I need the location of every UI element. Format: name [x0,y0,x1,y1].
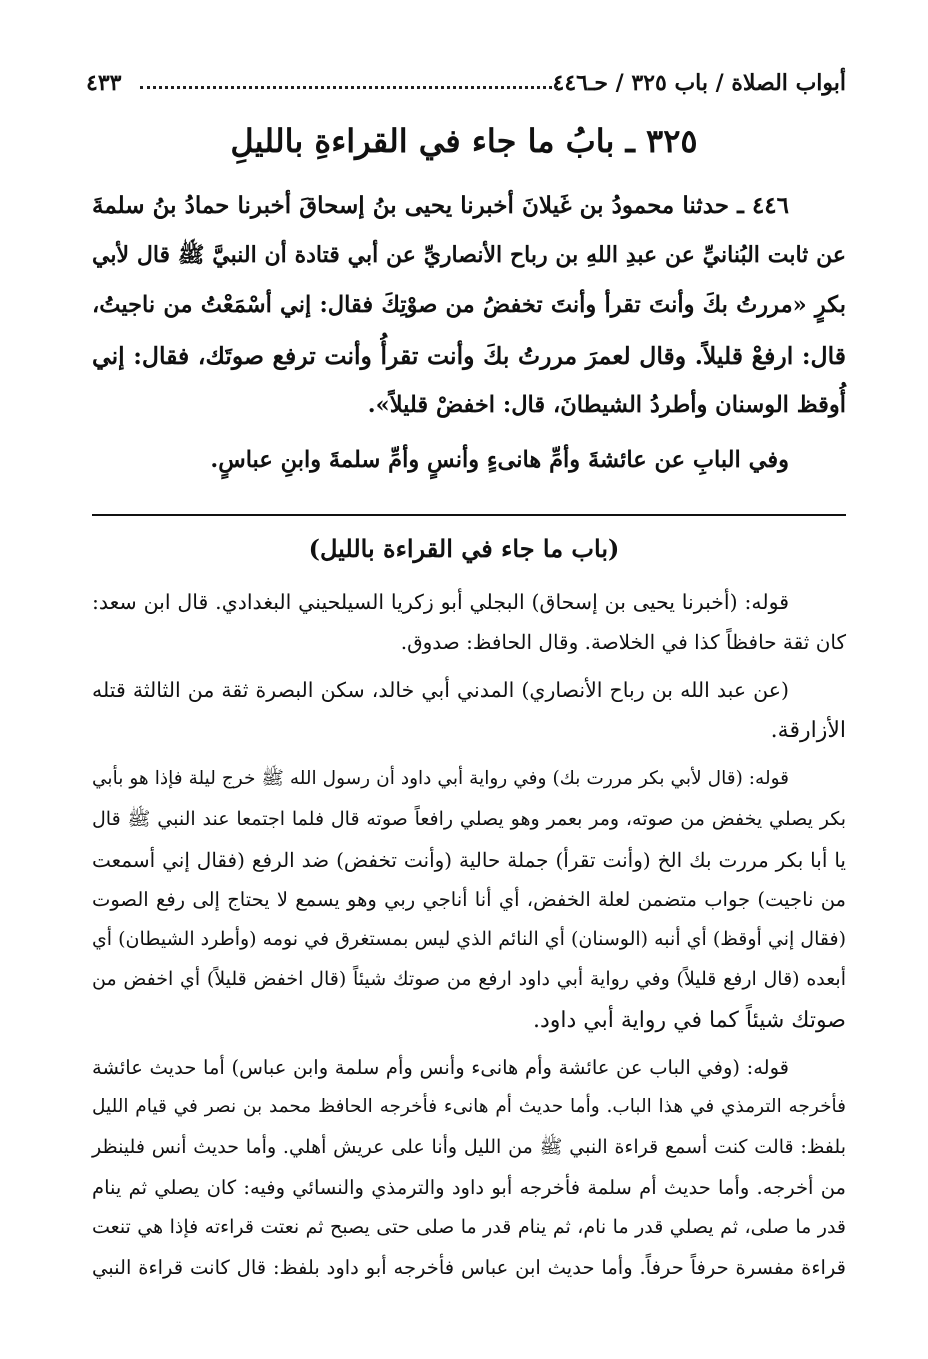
commentary-line: قدر ما صلى، ثم يصلي قدر ما نام، ثم ينام قدر ما صلى حتى يصبح ثم نعتت قراءته فإذا هي تنعت [92,1216,846,1238]
commentary-line: أبعده (قال ارفع قليلاً) وفي رواية أبي داود ارفع من صوتك شيئاً (قال اخفض قليلاً) أي اخفض من [92,968,846,990]
chapter-title: ٣٢٥ ـ بابُ ما جاء في القراءةِ بالليلِ [230,122,698,160]
commentary-line: بلفظ: قالت كنت أسمع قراءة النبي ﷺ من الليل وأنا على عريش أهلي. وأما حديث أنس فلينظر [92,1136,846,1158]
commentary-line: قراءة مفسرة حرفاً حرفاً. وأما حديث ابن عباس فأخرجه أبو داود بلفظ: قال كانت قراءة النبي [92,1256,846,1279]
commentary-line: قوله: (أخبرنا يحيى بن إسحاق) البجلي أبو زكريا السيلحيني البغدادي. قال ابن سعد: [92,590,789,614]
commentary-line: يا أبا بكر مررت بك الخ (وأنت تقرأ) جملة حالية (وأنت تخفض) ضد الرفع (فقال إني أسمعت [92,848,846,872]
commentary-line: فأخرجه الترمذي في هذا الباب. وأما حديث أم هانىء فأخرجه الحافظ محمد بن نصر في قيام الليل [92,1096,846,1117]
commentary-line: من ناجيت) جواب متضمن لعلة الخفض، أي أنا أناجي ربي وهو يسمع لا يحتاج إلى رفع الصوت [92,888,846,911]
hadith-line: بكرٍ «مررتُ بكَ وأنتَ تقرأ وأنتَ تخفضُ من صوْتِكَ فقال: إني أسْمَعْتُ من ناجيتُ، [92,292,846,318]
commentary-line: قوله: (وفي الباب عن عائشة وأم هانىء وأنس وأم سلمة وابن عباس) أما حديث عائشة [92,1056,789,1079]
commentary-line: صوتك شيئاً كما في رواية أبي داود. [532,1008,846,1033]
commentary-line: (فقال إني أوقظ) أي أنبه (الوسنان) أي النائم الذي ليس بمستغرق في نومه (وأطرد الشيطان) أي [91,928,846,950]
commentary-line: من أخرجه. وأما حديث أم سلمة فأخرجه أبو داود والترمذي والنسائي وفيه: كان يصلي ثم ينام [92,1176,846,1199]
hadith-line: قال: ارفعْ قليلاً. وقال لعمرَ مررتُ بكَ وأنت تقرأُ وأنت ترفع صوتَك، فقال: إني [92,342,846,370]
commentary-line: الأزارقة. [770,718,846,743]
commentary-line: كان ثقة حافظاً كذا في الخلاصة. وقال الحافظ: صدوق. [400,630,846,654]
hadith-line: عن ثابت البُنانيِّ عن عبدِ اللهِ بن رباح الأنصاريِّ عن أبي قتادة أن النبيَّ ﷺ قال لأبي [92,242,846,268]
running-header-title: أبواب الصلاة / باب ٣٢٥ / حـ٤٤٦ [552,70,846,96]
page-number: ٤٣٣ [86,70,122,96]
commentary-title: (باب ما جاء في القراءة بالليل) [308,534,620,563]
header-dot-leader [140,86,558,89]
commentary-line: قوله: (قال لأبي بكر مررت بك) وفي رواية أبي داود أن رسول الله ﷺ خرج ليلة فإذا هو بأبي [92,768,789,789]
hadith-related-companions: وفي البابِ عن عائشةَ وأمِّ هانىءٍ وأنسٍ وأمِّ سلمةَ وابنِ عباسٍ. [210,447,789,473]
commentary-line: (عن عبد الله بن رباح الأنصاري) المدني أبي خالد، سكن البصرة ثقة من الثالثة قتله [92,678,789,702]
footnote-divider [92,514,846,516]
hadith-line: ٤٤٦ ـ حدثنا محمودُ بن غَيلانَ أخبرنا يحيى بنُ إسحاقَ أخبرنا حمادُ بنُ سلمةَ [92,192,789,219]
hadith-line: أُوقظ الوسنان وأطردُ الشيطانَ، قال: اخفضْ قليلاً». [367,392,846,418]
commentary-line: بكر يصلي يخفض من صوته، ومر بعمر وهو يصلي رافعاً صوته قال فلما اجتمعا عند النبي ﷺ قال [92,808,846,830]
